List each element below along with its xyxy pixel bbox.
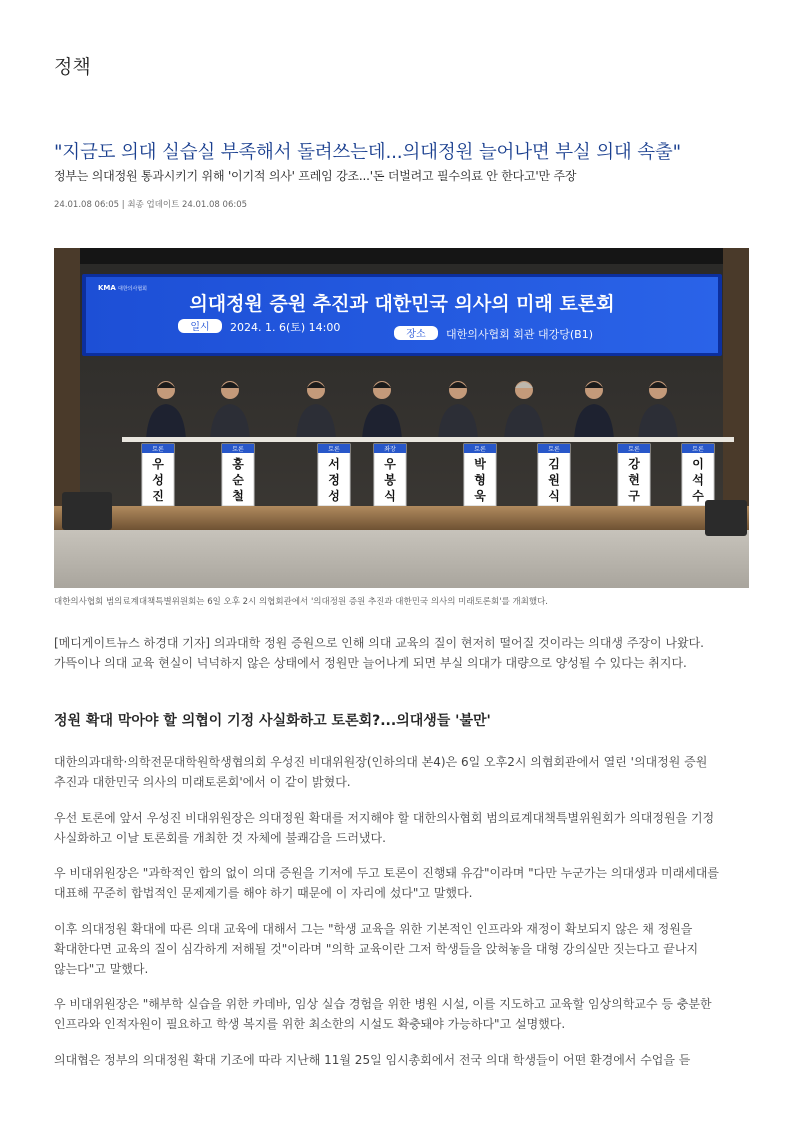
banner-title: 의대정원 증원 추진과 대한민국 의사의 미래 토론회: [189, 293, 615, 315]
article-paragraph: 우선 토론에 앞서 우성진 비대위원장은 의대정원 확대를 저지해야 할 대한의사협회 범의료계대책특별위원회가 의대정원을 기정 사실화하고 이날 토론회를 개최한 것 자체에 불쾌감을 드러냈다.: [54, 811, 715, 845]
nameplate-name-char: 식: [548, 489, 560, 503]
article-dateline: 24.01.08 06:05 | 최종 업데이트 24.01.08 06:05: [54, 200, 248, 210]
nameplate-name-char: 수: [692, 489, 704, 503]
nameplate-name-char: 석: [692, 473, 704, 487]
nameplate: [618, 444, 650, 506]
nameplate-name-char: 우: [384, 457, 396, 471]
nameplate-role: 토론: [628, 446, 640, 453]
nameplate: [142, 444, 174, 506]
nameplate: [374, 444, 406, 506]
nameplate-name-char: 원: [548, 473, 560, 487]
nameplate-role: 토론: [152, 446, 164, 453]
article-headline: "지금도 의대 실습실 부족해서 돌려쓰는데...의대정원 늘어나면 부실 의대 속출": [54, 142, 681, 163]
nameplate-name-char: 박: [474, 457, 486, 471]
article-paragraph: 의대협은 정부의 의대정원 확대 기조에 따라 지난해 11월 25일 임시총회에서 전국 의대 학생들이 어떤 환경에서 수업을 듣: [54, 1053, 691, 1067]
article-paragraph: 우 비대위원장은 "해부학 실습을 위한 카데바, 임상 실습 경험을 위한 병원 시설, 이를 지도하고 교육할 임상의학교수 등 충분한 인프라와 인적자원이 필요하고 학생 복지를 위한 최소한의 시설도 확충돼야 가능하다"고 설명했다.: [54, 997, 712, 1031]
nameplate-name-char: 구: [628, 489, 640, 503]
nameplate-name-char: 성: [328, 489, 340, 503]
nameplate-name-char: 봉: [384, 473, 396, 487]
banner-place-label: 장소: [406, 329, 426, 340]
article-paragraph: 우 비대위원장은 "과학적인 합의 없이 의대 증원을 기저에 두고 토론이 진행돼 유감"이라며 "다만 누군가는 의대생과 미래세대를 대표해 꾸준히 합법적인 문제제기를 해야 하기 때문에 이 자리에 섰다"고 말했다.: [54, 866, 719, 900]
article-paragraph: 대한의과대학·의학전문대학원학생협의회 우성진 비대위원장(인하의대 본4)은 6일 오후2시 의협회관에서 열린 '의대정원 증원 추진과 대한민국 의사의 미래토론회'에서 이 같이 밝혔다.: [54, 755, 708, 789]
nameplate-role: 토론: [328, 446, 340, 453]
nameplate: [464, 444, 496, 506]
article-subheading: 정원 확대 막아야 할 의협이 기정 사실화하고 토론회?...의대생들 '불만': [54, 713, 491, 729]
nameplate-name-char: 순: [232, 473, 244, 487]
nameplate-name-char: 욱: [474, 489, 486, 503]
banner-logo: KMA: [98, 284, 116, 292]
nameplate-name-char: 철: [232, 489, 244, 503]
nameplate: [318, 444, 350, 506]
nameplate-name-char: 홍: [232, 457, 244, 471]
nameplate-role: 토론: [474, 446, 486, 453]
nameplate-name-char: 서: [328, 457, 340, 471]
article-photo: [54, 248, 749, 588]
nameplate-role: 토론: [232, 446, 244, 453]
nameplate-name-char: 김: [548, 457, 560, 471]
nameplate-name-char: 우: [152, 457, 164, 471]
nameplate-name-char: 식: [384, 489, 396, 503]
banner-date: 2024. 1. 6(토) 14:00: [230, 321, 341, 334]
nameplate: [222, 444, 254, 506]
article-paragraph: [메디게이트뉴스 하경대 기자] 의과대학 정원 증원으로 인해 의대 교육의 질이 현저히 떨어질 것이라는 의대생 주장이 나왔다. 가뜩이나 의대 교육 현실이 넉넉하지 않은 상태에서 정원만 늘어나게 되면 부실 의대가 대량으로 양성될 수 있다는 취지다.: [54, 636, 704, 670]
nameplate-name-char: 이: [692, 457, 704, 471]
banner-logo-sub: 대한의사협회: [118, 286, 147, 292]
nameplate-role: 토론: [692, 446, 704, 453]
photo-caption: 대한의사협회 범의료계대책특별위원회는 6일 오후 2시 의협회관에서 '의대정원 증원 추진과 대한민국 의사의 미래토론회'를 개최했다.: [54, 597, 549, 607]
nameplate-name-char: 성: [152, 473, 164, 487]
article-subheadline: 정부는 의대정원 통과시키기 위해 '이기적 의사' 프레임 강조...'돈 더벌려고 필수의료 안 한다고'만 주장: [54, 169, 577, 183]
section-label: 정책: [54, 56, 91, 78]
nameplate: [538, 444, 570, 506]
nameplate-name-char: 강: [628, 457, 640, 471]
article-paragraph: 이후 의대정원 확대에 따른 의대 교육에 대해서 그는 "학생 교육을 위한 기본적인 인프라와 재정이 확보되지 않은 채 정원을 확대한다면 교육의 질이 심각하게 저해될 것"이라며 "의학 교육이란 그저 학생들을 앉혀놓을 대형 강의실만 짓는다고 끝나지 않는다"고 말했다.: [54, 922, 699, 976]
banner-date-label: 일시: [190, 322, 210, 333]
nameplate-role: 토론: [548, 446, 560, 453]
nameplate-role: 좌장: [384, 446, 396, 453]
nameplate-name-char: 정: [328, 473, 340, 487]
nameplate: [682, 444, 714, 506]
nameplate-name-char: 형: [474, 473, 486, 487]
nameplate-name-char: 진: [152, 489, 164, 503]
nameplate-name-char: 현: [628, 473, 640, 487]
banner-place: 대한의사협회 회관 대강당(B1): [446, 328, 594, 341]
